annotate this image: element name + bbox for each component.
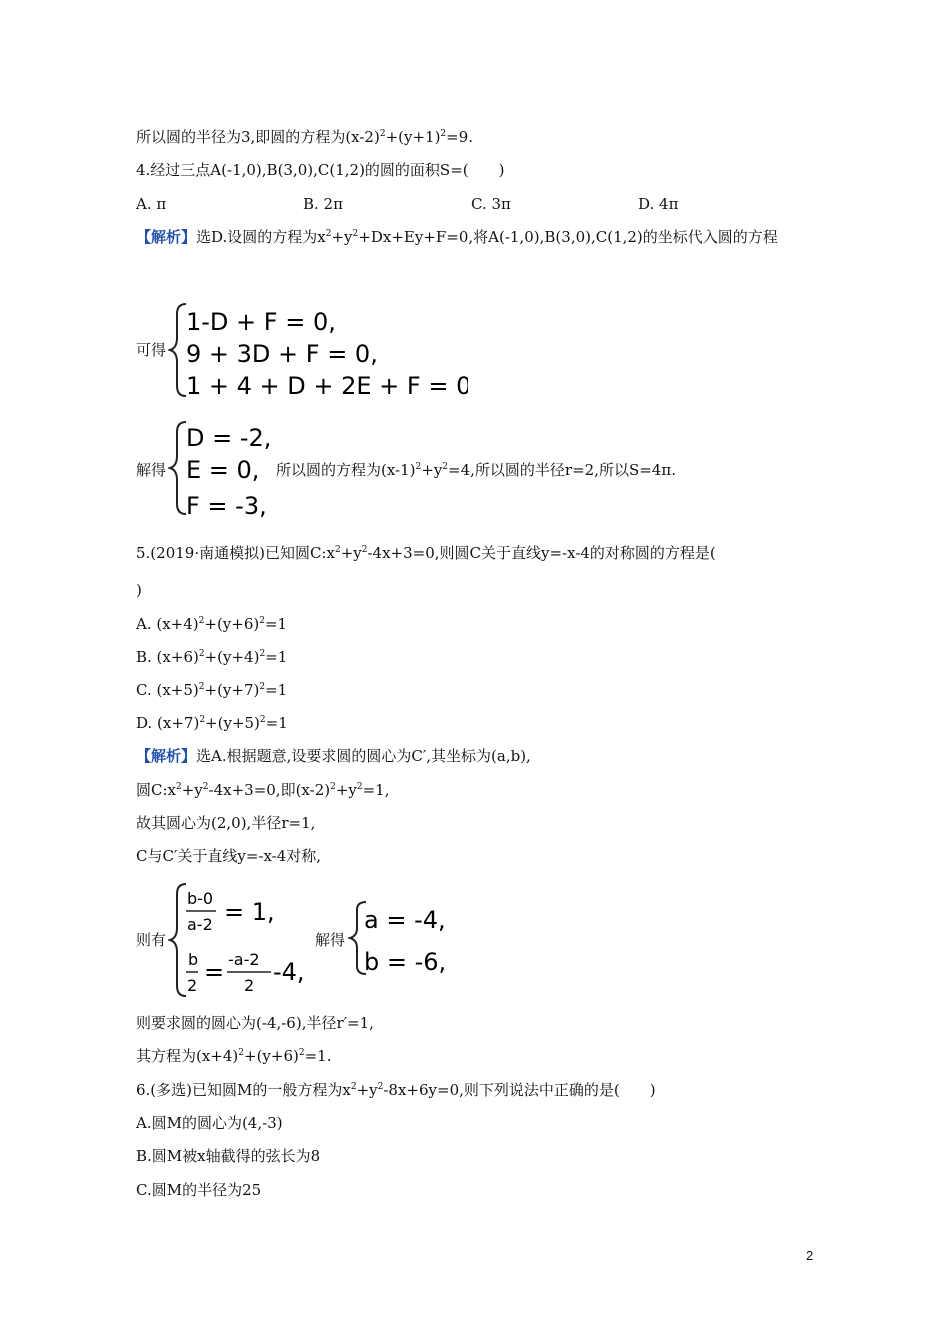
superscript: 2	[350, 1082, 357, 1092]
text: +(y+6)	[204, 615, 260, 633]
q6-option-a: A.圆M的圆心为(4,-3)	[136, 1114, 283, 1132]
text: =1	[265, 648, 288, 666]
text: +(y+6)	[244, 1047, 299, 1065]
superscript: 2	[440, 129, 447, 139]
equation-system-2	[168, 416, 278, 524]
question-4: 4.经过三点A(-1,0),B(3,0),C(1,2)的圆的面积S=( )	[136, 161, 505, 179]
question-6	[136, 1080, 656, 1100]
equation: E = 0,	[186, 456, 260, 484]
superscript: 2	[259, 715, 266, 725]
solution-5-line-4: C与C′关于直线y=-x-4对称,	[136, 847, 322, 865]
question-5	[136, 543, 716, 563]
text: +(y+4)	[204, 648, 260, 666]
equation: 1-D + F = 0,	[186, 308, 336, 336]
q5-option-c	[136, 680, 287, 700]
superscript: 2	[198, 682, 205, 692]
text: 所以圆的半径为3,即圆的方程为(x-2)	[136, 128, 380, 146]
q6-option-c: C.圆M的半径为25	[136, 1181, 262, 1199]
text: +y	[335, 781, 357, 799]
q5-option-d	[136, 713, 288, 733]
equals: =	[204, 958, 225, 986]
text: +y	[356, 1081, 378, 1099]
superscript: 2	[199, 715, 206, 725]
solution-5-line-1	[136, 746, 531, 766]
equation-system-4	[348, 898, 458, 982]
text: +y	[340, 544, 362, 562]
superscript: 2	[202, 782, 209, 792]
solution-5-line-5: 则要求圆的圆心为(-4,-6),半径r′=1,	[136, 1014, 374, 1032]
superscript: 2	[325, 229, 332, 239]
text-line	[136, 127, 473, 147]
question-5-cont: )	[136, 581, 142, 599]
fraction-denominator: 2	[244, 976, 255, 995]
analysis-tag: 【解析】	[136, 228, 197, 246]
label-zeyou: 则有	[136, 931, 167, 949]
text: =4,所以圆的半径r=2,所以S=4π.	[448, 461, 676, 479]
solution-5-line-2	[136, 780, 390, 800]
text: C. (x+5)	[136, 681, 199, 699]
q4-option-b: B. 2π	[303, 195, 343, 213]
label-kede: 可得	[136, 341, 167, 359]
equation-system-3	[168, 880, 318, 1004]
q5-option-a	[136, 614, 287, 634]
solution-5-line-6	[136, 1046, 332, 1066]
q4-option-d: D. 4π	[638, 195, 679, 213]
solution-4-conclusion	[276, 460, 676, 480]
superscript: 2	[442, 462, 449, 472]
label-jiede-2: 解得	[315, 931, 346, 949]
label-jiede: 解得	[136, 461, 167, 479]
fraction-denominator: 2	[187, 976, 198, 995]
text: +y	[421, 461, 443, 479]
text: 圆C:x	[136, 781, 176, 799]
equation: b = -6,	[364, 948, 447, 976]
q5-option-b	[136, 647, 287, 667]
equation-system-1	[168, 298, 468, 406]
text: D. (x+7)	[136, 714, 200, 732]
text: +(y+1)	[385, 128, 441, 146]
text: A. (x+4)	[136, 615, 199, 633]
superscript: 2	[198, 616, 205, 626]
text: =1.	[304, 1047, 332, 1065]
text: -4x+3=0,则圆C关于直线y=-x-4的对称圆的方程是(	[367, 544, 716, 562]
text: +Dx+Ey+F=0,将A(-1,0),B(3,0),C(1,2)的坐标代入圆的方程	[358, 228, 778, 246]
text: 所以圆的方程为(x-1)	[276, 461, 416, 479]
superscript: 2	[298, 1048, 305, 1058]
superscript: 2	[334, 545, 341, 555]
solution-5-line-3: 故其圆心为(2,0),半径r=1,	[136, 814, 316, 832]
text: +(y+5)	[205, 714, 260, 732]
text: 6.(多选)已知圆M的一般方程为x	[136, 1081, 351, 1099]
text: =1	[265, 714, 288, 732]
equation: a = -4,	[364, 906, 446, 934]
solution-4-line	[136, 227, 778, 247]
equation: F = -3,	[186, 492, 267, 520]
text: =1	[264, 615, 288, 633]
fraction-denominator: a-2	[187, 915, 213, 934]
superscript: 2	[176, 782, 182, 792]
fraction-numerator: b	[188, 950, 199, 969]
text: -4x+3=0,即(x-2)	[208, 781, 331, 799]
superscript: 2	[259, 649, 266, 659]
superscript: 2	[330, 782, 336, 792]
superscript: 2	[377, 1082, 384, 1092]
text: 选D.设圆的方程为x	[196, 228, 326, 246]
equation: D = -2,	[186, 424, 272, 452]
fraction-numerator: -a-2	[228, 950, 260, 969]
fraction-numerator: b-0	[187, 889, 214, 908]
text: B. (x+6)	[136, 648, 199, 666]
superscript: 2	[259, 616, 265, 626]
q6-option-b: B.圆M被x轴截得的弦长为8	[136, 1147, 321, 1165]
superscript: 2	[238, 1048, 245, 1058]
superscript: 2	[198, 649, 205, 659]
superscript: 2	[352, 229, 359, 239]
text: +y	[181, 781, 203, 799]
q4-option-c: C. 3π	[471, 195, 511, 213]
superscript: 2	[379, 129, 386, 139]
text: +(y+7)	[204, 681, 260, 699]
equation-rhs: -4,	[273, 958, 305, 986]
equation: 1 + 4 + D + 2E + F = 0,	[186, 372, 468, 400]
q4-option-a: A. π	[136, 195, 167, 213]
superscript: 2	[415, 462, 422, 472]
analysis-tag: 【解析】	[136, 747, 197, 765]
equation-rhs: = 1,	[224, 898, 275, 926]
superscript: 2	[356, 782, 363, 792]
text: =1	[265, 681, 288, 699]
text: =1,	[362, 781, 390, 799]
equation: 9 + 3D + F = 0,	[186, 340, 378, 368]
superscript: 2	[361, 545, 368, 555]
superscript: 2	[259, 682, 266, 692]
text: +y	[331, 228, 353, 246]
text: -8x+6y=0,则下列说法中正确的是( )	[383, 1081, 656, 1099]
text: 其方程为(x+4)	[136, 1047, 239, 1065]
text: 5.(2019·南通模拟)已知圆C:x	[136, 544, 335, 562]
text: =9.	[446, 128, 474, 146]
text: 选A.根据题意,设要求圆的圆心为C′,其坐标为(a,b),	[196, 747, 531, 765]
page-number: 2	[806, 1248, 814, 1263]
